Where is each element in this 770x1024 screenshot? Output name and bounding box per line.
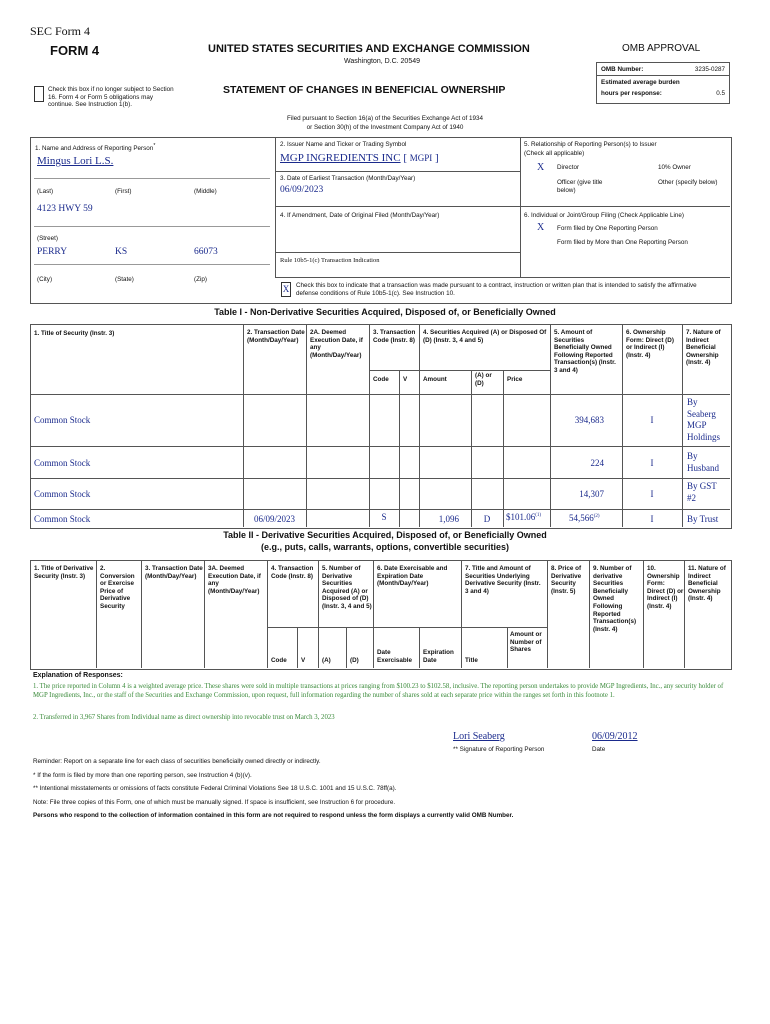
footnote-1: 1. The price reported in Column 4 is a weighted average price. These shares were sold in multiple transactions at prices ranging from $100.23 to $102.58, inclusive. The reporting person undertakes to provide MGP Ingredients, Inc., any security holder of MGP Ingredients, Inc., or the staff of the Securities and Exchange Commission, upon request, full information regarding the number of shares sold at each separate price within the ranges set forth in this footnote 1. <box>33 683 724 699</box>
t1-row2-nature: By Husband <box>687 451 719 473</box>
signature-label: ** Signature of Reporting Person <box>453 746 545 753</box>
t1-row4-form: I <box>650 514 654 524</box>
t1-row2-owned: 224 <box>590 458 604 468</box>
omb-box <box>596 62 730 104</box>
t2-expiration: Expiration Date <box>423 649 454 664</box>
t1-row1-nature: By Seaberg MGP Holdings <box>687 397 721 442</box>
box3-label: 3. Date of Earliest Transaction (Month/Day/Year) <box>280 175 416 182</box>
box2-label: 2. Issuer Name and Ticker or Trading Symbol <box>280 141 407 148</box>
zip-label: (Zip) <box>194 276 207 283</box>
t2-d: (D) <box>350 657 359 664</box>
form-title: FORM 4 <box>50 43 100 58</box>
more-reporting-person-label: Form filed by More than One Reporting Person <box>557 239 688 246</box>
last-label: (Last) <box>37 188 54 195</box>
omb-number-label: OMB Number: <box>601 66 644 73</box>
t1-row1-form: I <box>650 415 654 425</box>
t1-h5: 5. Amount of Securities Beneficially Owned Following Reported Transaction(s) (Instr. 3 and 4) <box>554 329 616 374</box>
t1-row1-owned: 394,683 <box>574 415 604 425</box>
ticker-symbol: MGPI <box>409 153 433 163</box>
note-misstatements: ** Intentional misstatements or omissions of facts constitute Federal Criminal Violations See 18 U.S.C. 1001 and 15 U.S.C. 78ff(a). <box>33 785 397 792</box>
signature-date: 06/09/2012 <box>592 731 638 742</box>
t2-h5: 5. Number of Derivative Securities Acquired (A) or Disposed of (D) (Instr. 3, 4 and 5) <box>322 565 372 610</box>
t1-row1-title: Common Stock <box>34 415 91 425</box>
filed-pursuant-2: or Section 30(h) of the Investment Company Act of 1940 <box>306 124 464 131</box>
t2-code: Code <box>271 657 287 664</box>
first-label: (First) <box>115 188 132 195</box>
issuer-name-text: MGP INGREDIENTS INC <box>280 152 401 164</box>
t2-h10: 10. Ownership Form: Direct (D) or Indirect (I) (Instr. 4) <box>647 565 684 610</box>
omb-hours-value: 0.5 <box>716 90 725 97</box>
omb-number-value: 3235-0287 <box>694 66 725 73</box>
agency-title: UNITED STATES SECURITIES AND EXCHANGE COMMISSION <box>208 43 530 55</box>
t2-h1: 1. Title of Derivative Security (Instr. 3) <box>34 565 94 580</box>
reporting-person-name: Mingus Lori L.S. <box>37 155 114 167</box>
rule-10b5-text: Check this box to indicate that a transaction was made pursuant to a contract, instruction or written plan that is intended to satisfy the affirmative defense conditions of Rule 10b5-1(c). See Instruction 10. <box>296 282 697 297</box>
box1-label: 1. Name and Address of Reporting Person* <box>35 143 156 153</box>
officer-label: Officer (give title below) <box>557 179 603 194</box>
director-check[interactable]: X <box>537 162 545 173</box>
t1-amount: Amount <box>423 376 447 383</box>
earliest-transaction-date: 06/09/2023 <box>280 185 324 195</box>
footnote-2: 2. Transferred in 3,967 Shares from Individual name as direct ownership into revocable trust on March 3, 2023 <box>33 714 335 721</box>
t1-row4-date: 06/09/2023 <box>253 514 295 524</box>
t1-v: V <box>403 376 408 383</box>
t2-a: (A) <box>322 657 331 664</box>
t1-row3-owned: 14,307 <box>579 489 604 499</box>
t1-row2-form: I <box>650 458 654 468</box>
box5-sublabel: (Check all applicable) <box>524 150 585 157</box>
t2-h6: 6. Date Exercisable and Expiration Date (Month/Day/Year) <box>377 565 448 588</box>
explanation-label: Explanation of Responses: <box>33 672 123 679</box>
note-copies: Note: File three copies of this Form, one of which must be manually signed. If space is insufficient, see Instruction 6 for procedure. <box>33 799 396 806</box>
signature-date-label: Date <box>592 746 606 753</box>
t1-price: Price <box>507 376 523 383</box>
t2-h11: 11. Nature of Indirect Beneficial Ownership (Instr. 4) <box>688 565 726 603</box>
t1-h3: 3. Transaction Code (Instr. 8) <box>373 329 416 344</box>
issuer-name: MGP INGREDIENTS INC [ MGPI ] <box>280 152 439 164</box>
t2-title: Title <box>465 657 478 664</box>
t2-amount-shares: Amount or Number of Shares <box>510 631 542 654</box>
statement-title: STATEMENT OF CHANGES IN BENEFICIAL OWNERSHIP <box>223 84 506 96</box>
t1-row4-title: Common Stock <box>34 514 91 524</box>
note-omb: Persons who respond to the collection of information contained in this form are not required to respond unless the form displays a currently valid OMB Number. <box>33 812 514 819</box>
t2-v: V <box>301 657 306 664</box>
t1-row2-title: Common Stock <box>34 458 91 468</box>
filed-pursuant-1: Filed pursuant to Section 16(a) of the Securities Exchange Act of 1934 <box>286 115 484 122</box>
omb-hours-label: hours per response: <box>601 90 662 97</box>
t1-h2a: 2A. Deemed Execution Date, if any (Month/Day/Year) <box>310 329 363 359</box>
t2-h2: 2. Conversion or Exercise Price of Derivative Security <box>100 565 135 610</box>
omb-burden-label: Estimated average burden <box>601 79 680 86</box>
t2-date-exercisable: Date Exercisable <box>377 649 413 664</box>
t2-h3: 3. Transaction Date (Month/Day/Year) <box>145 565 203 580</box>
t1-row4-price: $101.06$^{(1)}$ <box>506 512 542 522</box>
agency-city: Washington, D.C. 20549 <box>344 58 421 65</box>
box4-label: 4. If Amendment, Date of Original Filed (Month/Day/Year) <box>280 212 440 219</box>
one-reporting-person-check[interactable]: X <box>537 222 545 233</box>
note-reminder: Reminder: Report on a separate line for each class of securities beneficially owned directly or indirectly. <box>33 758 321 765</box>
zip-value: 66073 <box>194 247 218 257</box>
street-label: (Street) <box>37 235 58 242</box>
box5-label: 5. Relationship of Reporting Person(s) to Issuer <box>524 141 657 148</box>
no-longer-subject-text: Check this box if no longer subject to Section 16. Form 4 or Form 5 obligations may continue. See Instruction 1(b). <box>48 86 174 109</box>
table2-title: Table II - Derivative Securities Acquired, Disposed of, or Beneficially Owned <box>223 530 547 540</box>
t1-h7: 7. Nature of Indirect Beneficial Ownership (Instr. 4) <box>686 329 721 367</box>
t1-row4-code: S <box>381 512 387 522</box>
middle-label: (Middle) <box>194 188 217 195</box>
rule-10b5-checkbox[interactable]: X <box>281 282 291 297</box>
note-instruction-4: * If the form is filed by more than one reporting person, see Instruction 4 (b)(v). <box>33 772 252 779</box>
signature-name: Lori Seaberg <box>453 731 505 742</box>
t1-row3-nature: By GST #2 <box>687 481 717 503</box>
table1-title: Table I - Non-Derivative Securities Acquired, Disposed of, or Beneficially Owned <box>214 307 556 317</box>
t2-h8: 8. Price of Derivative Security (Instr. 5) <box>551 565 582 595</box>
city-value: PERRY <box>37 247 68 257</box>
omb-title: OMB APPROVAL <box>622 43 701 54</box>
sec-form-label: SEC Form 4 <box>30 24 91 38</box>
t1-h6: 6. Ownership Form: Direct (D) or Indirect (I) (Instr. 4) <box>626 329 674 359</box>
ten-percent-owner-label: 10% Owner <box>658 164 691 171</box>
t2-h7: 7. Title and Amount of Securities Underlying Derivative Security (Instr. 3 and 4) <box>465 565 541 595</box>
table2-subtitle: (e.g., puts, calls, warrants, options, convertible securities) <box>260 542 510 552</box>
rule-10b5-label: Rule 10b5-1(c) Transaction Indication <box>280 257 380 264</box>
t1-h2: 2. Transaction Date (Month/Day/Year) <box>247 329 305 344</box>
t1-row3-title: Common Stock <box>34 489 91 499</box>
t2-h4: 4. Transaction Code (Instr. 8) <box>271 565 314 580</box>
box6-label: 6. Individual or Joint/Group Filing (Check Applicable Line) <box>524 212 684 219</box>
t1-row4-amount: 1,096 <box>438 514 459 524</box>
t1-row4-ad: D <box>483 514 491 524</box>
city-label: (City) <box>37 276 53 283</box>
t1-h4: 4. Securities Acquired (A) or Disposed Of (D) (Instr. 3, 4 and 5) <box>423 329 547 344</box>
state-value: KS <box>115 247 128 257</box>
t1-aord: (A) or (D) <box>475 372 492 387</box>
t1-h1: 1. Title of Security (Instr. 3) <box>34 330 115 337</box>
director-label: Director <box>557 164 580 171</box>
no-longer-subject-checkbox[interactable] <box>34 86 44 102</box>
t1-code: Code <box>373 376 389 383</box>
other-label: Other (specify below) <box>658 179 718 186</box>
one-reporting-person-label: Form filed by One Reporting Person <box>557 225 658 232</box>
street-value: 4123 HWY 59 <box>37 204 93 214</box>
t2-h3a: 3A. Deemed Execution Date, if any (Month/Day/Year) <box>208 565 261 595</box>
t1-row4-owned: 54,566$^{(2)}$ <box>569 513 600 523</box>
t1-row4-nature: By Trust <box>687 514 719 524</box>
t2-h9: 9. Number of derivative Securities Beneficially Owned Following Reported Transaction(s) (Instr. 4) <box>593 565 637 633</box>
state-label: (State) <box>115 276 134 283</box>
t1-row3-form: I <box>650 489 654 499</box>
